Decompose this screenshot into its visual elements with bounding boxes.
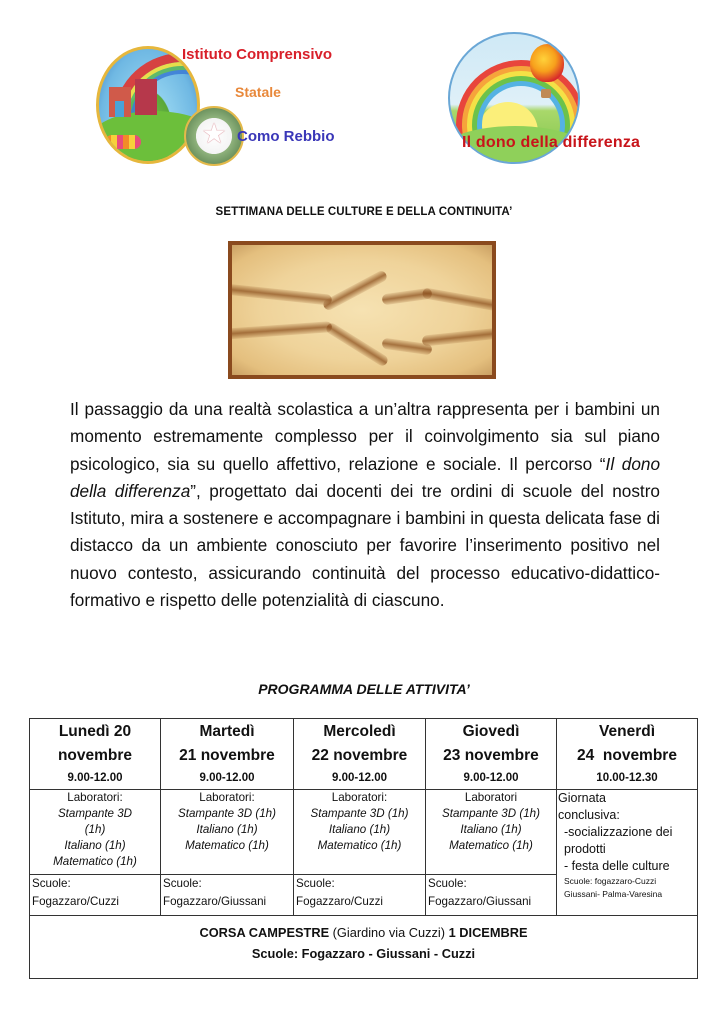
header-friday: Venerdì 24 novembre 10.00-12.30	[557, 719, 698, 790]
project-logo	[438, 30, 688, 160]
table-header-row	[30, 719, 698, 790]
school-name-line1: Istituto Comprensivo	[182, 46, 333, 63]
school-name-line3: Como Rebbio	[237, 128, 335, 145]
republic-emblem-icon: ★	[184, 106, 244, 166]
intro-paragraph: Il passaggio da una realtà scolastica a un’altra rappresenta per i bambini un momento estremamente complesso per il coinvolgimento sia sul piano psicologico, sia su quello affettivo, relazione e sociale. Il percorso “Il dono della differenza”, progettato dai docenti dei tre ordini di scuole del nostro Istituto, mira a sostenere e accompagnare i bambini in questa delicata fase di distacco da un ambiente conosciuto per favorire l’inserimento positivo nel nuovo contesto, assicurando continuità del processo educativo-didattico-formativo e rispetto delle potenzialità di ciascuno.	[70, 399, 661, 611]
header-tuesday: Martedì 21 novembre 9.00-12.00	[161, 719, 294, 790]
schools-wednesday: Scuole: Fogazzaro/Cuzzi	[294, 875, 426, 916]
schools-monday: Scuole: Fogazzaro/Cuzzi	[30, 875, 161, 916]
schedule-table	[29, 718, 698, 979]
schools-tuesday: Scuole: Fogazzaro/Giussani	[161, 875, 294, 916]
labs-wednesday: Laboratori: Stampante 3D (1h) Italiano (1h) Matematico (1h)	[294, 790, 426, 875]
schools-thursday: Scuole: Fogazzaro/Giussani	[426, 875, 557, 916]
labs-thursday: Laboratori Stampante 3D (1h) Italiano (1h) Matematico (1h)	[426, 790, 557, 875]
cross-country-race: CORSA CAMPESTRE (Giardino via Cuzzi) 1 DICEMBRE Scuole: Fogazzaro - Giussani - Cuzzi	[30, 916, 698, 979]
friday-closing-day: Giornata conclusiva: -socializzazione dei prodotti - festa delle culture Scuole: fogazzaro-Cuzzi Giussani- Palma-Varesina	[557, 790, 698, 916]
school-landscape-icon	[96, 46, 200, 164]
header-thursday: Giovedì 23 novembre 9.00-12.00	[426, 719, 557, 790]
school-logo	[92, 38, 342, 166]
document-title: SETTIMANA DELLE CULTURE E DELLA CONTINUITA’	[215, 206, 513, 218]
project-name-italic: Il dono della differenza	[70, 453, 661, 501]
table-final-row	[30, 916, 698, 979]
header-wednesday: Mercoledì 22 novembre 9.00-12.00	[294, 719, 426, 790]
table-labs-row	[30, 790, 698, 875]
school-name-line2: Statale	[235, 84, 281, 100]
labs-tuesday: Laboratori: Stampante 3D (1h) Italiano (1h) Matematico (1h)	[161, 790, 294, 875]
project-name: Il dono della differenza	[462, 134, 641, 151]
header-monday: Lunedì 20 novembre 9.00-12.00	[30, 719, 161, 790]
hands-parchment-image	[228, 241, 496, 379]
program-title: PROGRAMMA DELLE ATTIVITA’	[258, 681, 470, 697]
labs-monday: Laboratori: Stampante 3D (1h) Italiano (1h) Matematico (1h)	[30, 790, 161, 875]
